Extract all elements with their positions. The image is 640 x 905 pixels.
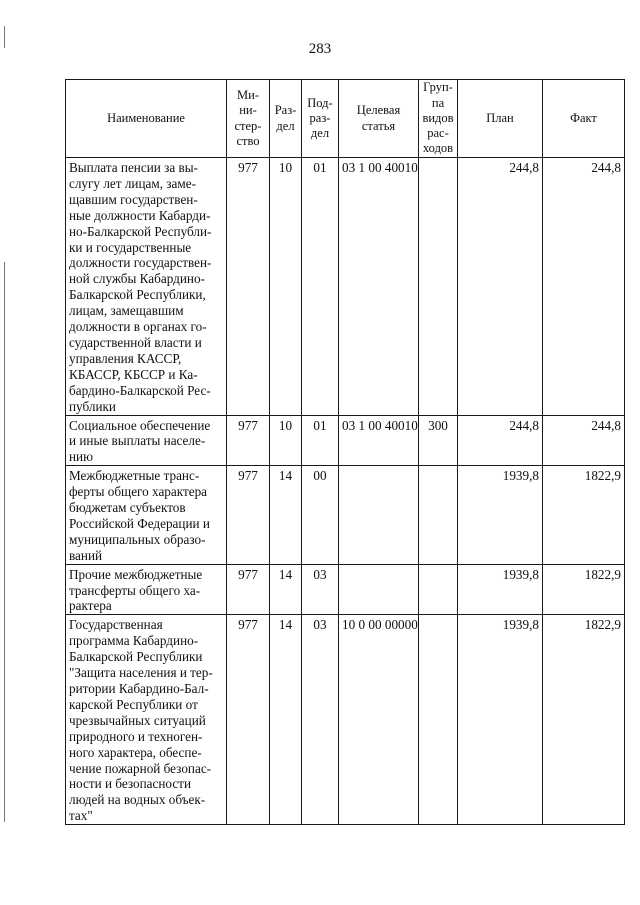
table-row xyxy=(66,158,625,416)
cell-fact: 244,8 xyxy=(543,415,625,466)
cell-subsection: 03 xyxy=(302,564,339,615)
scan-edge-mark xyxy=(4,262,5,822)
cell-group: 300 xyxy=(419,415,458,466)
cell-ministry: 977 xyxy=(227,615,270,825)
budget-table xyxy=(65,79,625,825)
cell-target: 10 0 00 00000 xyxy=(339,615,419,825)
table-row xyxy=(66,415,625,466)
cell-target: 03 1 00 40010 xyxy=(339,415,419,466)
cell-ministry: 977 xyxy=(227,415,270,466)
cell-section: 14 xyxy=(270,466,302,564)
header-section: Раз- дел xyxy=(270,80,302,158)
cell-fact: 1822,9 xyxy=(543,466,625,564)
table-row xyxy=(66,466,625,564)
cell-plan: 1939,8 xyxy=(458,615,543,825)
cell-name: Прочие межбюджетные трансферты общего ха- рактера xyxy=(66,564,227,615)
cell-plan: 1939,8 xyxy=(458,466,543,564)
cell-target xyxy=(339,564,419,615)
page-number: 283 xyxy=(308,41,332,57)
cell-target: 03 1 00 40010 xyxy=(339,158,419,416)
cell-plan: 244,8 xyxy=(458,158,543,416)
cell-subsection: 01 xyxy=(302,415,339,466)
table-row xyxy=(66,564,625,615)
cell-ministry: 977 xyxy=(227,466,270,564)
cell-plan: 1939,8 xyxy=(458,564,543,615)
header-plan: План xyxy=(458,80,543,158)
cell-section: 10 xyxy=(270,415,302,466)
cell-section: 10 xyxy=(270,158,302,416)
cell-fact: 1822,9 xyxy=(543,615,625,825)
header-target: Целевая статья xyxy=(339,80,419,158)
header-fact: Факт xyxy=(543,80,625,158)
header-name: Наименование xyxy=(66,80,227,158)
cell-fact: 1822,9 xyxy=(543,564,625,615)
cell-subsection: 00 xyxy=(302,466,339,564)
cell-section: 14 xyxy=(270,564,302,615)
cell-fact: 244,8 xyxy=(543,158,625,416)
table-header-row xyxy=(66,80,625,158)
cell-name: Выплата пенсии за вы- слугу лет лицам, заме- щавшим государствен- ные должности Кабарди- но-Балкарской Республи- ки и государственные должности государствен- ной службы Кабардино- Балкарской Республики, лицам, замещавшим должности в органах го- сударственной власти и управления КАССР, КБАССР, КБССР и Ка- бардино-Балкарской Рес- публики xyxy=(66,158,227,416)
header-subsection: Под- раз- дел xyxy=(302,80,339,158)
cell-name: Государственная программа Кабардино- Балкарской Республики "Защита населения и тер- ритории Кабардино-Бал- карской Республики от чрезвычайных ситуаций природного и техноген- ного характера, обеспе- чение пожарной безопас- ности и безопасности людей на водных объек- тах" xyxy=(66,615,227,825)
cell-group xyxy=(419,615,458,825)
cell-group xyxy=(419,158,458,416)
cell-ministry: 977 xyxy=(227,564,270,615)
cell-ministry: 977 xyxy=(227,158,270,416)
cell-subsection: 01 xyxy=(302,158,339,416)
cell-group xyxy=(419,466,458,564)
cell-group xyxy=(419,564,458,615)
table-row xyxy=(66,615,625,825)
header-group: Груп- па видов рас- ходов xyxy=(419,80,458,158)
header-ministry: Ми- ни- стер- ство xyxy=(227,80,270,158)
cell-target xyxy=(339,466,419,564)
cell-subsection: 03 xyxy=(302,615,339,825)
cell-name: Межбюджетные транс- ферты общего характера бюджетам субъектов Российской Федерации и муниципальных образо- ваний xyxy=(66,466,227,564)
cell-name: Социальное обеспечение и иные выплаты населе- нию xyxy=(66,415,227,466)
cell-plan: 244,8 xyxy=(458,415,543,466)
cell-section: 14 xyxy=(270,615,302,825)
